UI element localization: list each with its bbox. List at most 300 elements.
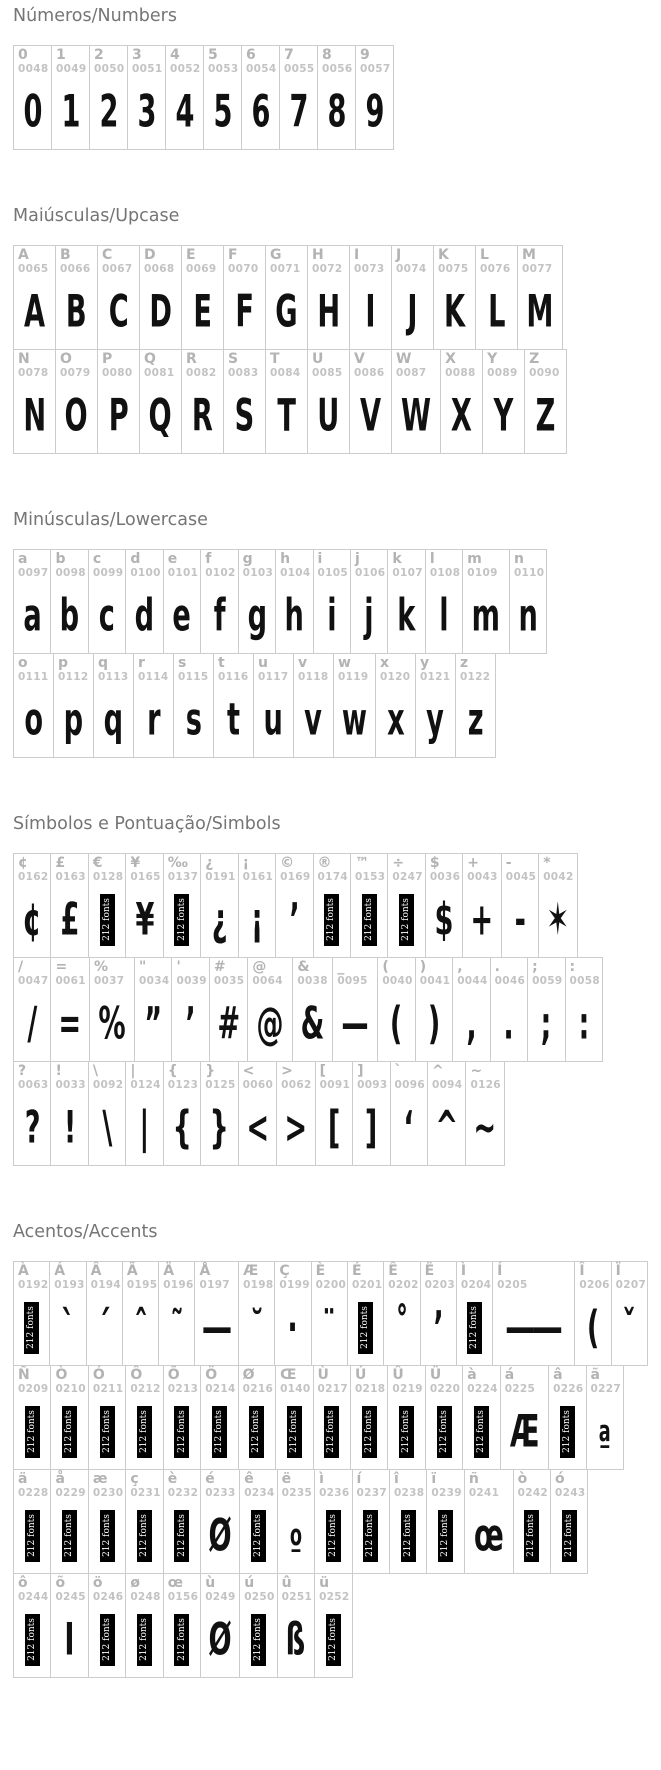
char-glyph-area <box>52 1292 83 1359</box>
char-row <box>13 1261 647 1366</box>
char-glyph: V <box>359 389 382 442</box>
watermark-text: 212 fonts <box>139 1410 150 1453</box>
char-cell <box>13 853 51 958</box>
char-code: 0246 <box>92 1591 124 1603</box>
char-code: 0106 <box>354 567 386 579</box>
char-cell <box>440 349 483 454</box>
char-code: 0128 <box>92 871 124 883</box>
char-row <box>13 1365 647 1470</box>
char-glyph-area <box>125 1292 156 1359</box>
section-title: Acentos/Accents <box>13 1222 158 1242</box>
char-code: 0110 <box>513 567 545 579</box>
missing-glyph-placeholder <box>362 1406 377 1458</box>
char-cell <box>139 245 182 350</box>
char-glyph: : <box>578 997 590 1050</box>
char-code: 0235 <box>281 1487 313 1499</box>
char-code: 0043 <box>467 871 498 883</box>
char-glyph: œ <box>473 1509 504 1562</box>
char-cell <box>383 1261 420 1366</box>
char-code: 0193 <box>54 1279 85 1291</box>
char-cell <box>163 853 201 958</box>
char-code: 0102 <box>205 567 236 579</box>
char-glyph: q <box>103 693 124 746</box>
char-code: 0197 <box>199 1279 230 1291</box>
char-glyph-area <box>553 1500 585 1567</box>
char-cell <box>89 45 128 150</box>
char-glyph-area <box>455 988 487 1055</box>
char-cell <box>293 653 334 758</box>
char-label: © <box>280 855 295 871</box>
missing-glyph-placeholder <box>362 894 377 946</box>
char-glyph-area <box>277 1292 308 1359</box>
char-label: " <box>139 959 147 975</box>
char-glyph: k <box>397 589 416 642</box>
char-label: Z <box>529 351 540 367</box>
char-glyph: 2 <box>99 85 118 138</box>
char-glyph-area <box>394 276 431 343</box>
watermark-text: 212 fonts <box>251 1410 262 1453</box>
missing-glyph-placeholder <box>474 1406 489 1458</box>
char-code: 0125 <box>205 1079 236 1091</box>
char-label: d <box>130 551 141 567</box>
char-label: Œ <box>280 1367 297 1383</box>
char-glyph-area <box>350 1292 381 1359</box>
char-glyph-area <box>184 380 221 447</box>
char-cell <box>238 1261 275 1366</box>
watermark-text: 212 fonts <box>526 1514 537 1557</box>
watermark-text: 212 fonts <box>64 1514 75 1557</box>
char-cell <box>509 549 547 654</box>
char-label: È <box>315 1263 326 1279</box>
char-label: q <box>98 655 109 671</box>
char-label: é <box>205 1471 215 1487</box>
char-glyph-area <box>429 1500 461 1567</box>
char-label: Ú <box>354 1367 367 1383</box>
char-glyph: F <box>235 285 254 338</box>
char-code: 0220 <box>429 1383 461 1395</box>
char-label: 8 <box>322 47 332 63</box>
char-glyph: 4 <box>175 85 194 138</box>
char-glyph-area <box>92 988 132 1055</box>
char-code: 0071 <box>270 263 301 275</box>
char-code: 0217 <box>317 1383 348 1395</box>
char-label: U <box>312 351 324 367</box>
char-cell <box>163 1573 201 1678</box>
char-label: 1 <box>56 47 66 63</box>
char-label: ú <box>244 1575 255 1591</box>
char-label: Å <box>199 1263 211 1279</box>
char-code: 0089 <box>487 367 518 379</box>
char-glyph: f <box>213 589 226 642</box>
char-glyph: P <box>108 389 129 442</box>
char-glyph: g <box>247 589 267 642</box>
section-lowercase <box>13 510 647 758</box>
char-glyph-area <box>316 580 348 647</box>
char-glyph: # <box>217 997 241 1050</box>
char-row <box>13 1061 647 1166</box>
missing-glyph-placeholder <box>137 1614 152 1666</box>
char-glyph-area <box>16 684 51 751</box>
char-code: 0099 <box>92 567 124 579</box>
watermark-text: 212 fonts <box>139 1618 150 1661</box>
char-glyph-area <box>130 76 163 143</box>
watermark-text: 212 fonts <box>26 1514 37 1557</box>
char-cell <box>125 1573 163 1678</box>
char-glyph-area <box>465 884 499 951</box>
missing-glyph-placeholder <box>174 1406 189 1458</box>
char-label: R <box>186 351 197 367</box>
char-glyph-area <box>316 1396 348 1463</box>
char-glyph-area <box>241 1092 275 1159</box>
char-code: 0228 <box>18 1487 49 1499</box>
char-glyph: C <box>108 285 129 338</box>
char-code: 0163 <box>55 871 86 883</box>
char-glyph-area <box>282 76 315 143</box>
char-label: Ê <box>388 1263 398 1279</box>
char-cell <box>51 45 90 150</box>
char-label: f <box>205 551 212 567</box>
char-label: ê <box>244 1471 254 1487</box>
char-code: 0092 <box>92 1079 124 1091</box>
char-label: [ <box>319 1063 327 1079</box>
char-label: ë <box>281 1471 292 1487</box>
char-label: G <box>270 247 282 263</box>
char-cell <box>125 549 163 654</box>
char-label: B <box>60 247 71 263</box>
char-code: 0048 <box>18 63 49 75</box>
char-code: 0070 <box>228 263 259 275</box>
char-glyph-area <box>91 884 123 951</box>
char-glyph-area <box>16 380 53 447</box>
char-glyph-area <box>166 1092 198 1159</box>
char-glyph-area <box>226 276 263 343</box>
char-glyph: t <box>226 693 241 746</box>
char-cell <box>279 45 318 150</box>
char-code: 0250 <box>244 1591 275 1603</box>
char-code: 0153 <box>354 871 386 883</box>
char-glyph: ✶ <box>546 893 570 946</box>
char-label: Û <box>392 1367 404 1383</box>
watermark-text: 212 fonts <box>213 1410 224 1453</box>
char-cell <box>550 1469 588 1574</box>
char-label: = <box>55 959 68 975</box>
char-cell <box>420 1261 457 1366</box>
missing-glyph-placeholder <box>25 1406 40 1458</box>
char-glyph-area <box>495 1292 572 1359</box>
char-glyph-area <box>241 1292 272 1359</box>
char-glyph: R <box>192 389 213 442</box>
missing-glyph-placeholder <box>251 1510 266 1562</box>
char-glyph-area <box>91 1092 123 1159</box>
char-cell <box>333 653 376 758</box>
char-glyph-area <box>314 1292 345 1359</box>
char-glyph: 8 <box>327 85 346 138</box>
char-glyph: i <box>327 589 337 642</box>
missing-glyph-placeholder <box>25 1614 40 1666</box>
char-label: A <box>18 247 29 263</box>
char-cell <box>462 1365 500 1470</box>
missing-glyph-placeholder <box>137 1510 152 1562</box>
char-glyph-area <box>166 884 198 951</box>
char-label: 5 <box>208 47 218 63</box>
char-code: 0119 <box>338 671 369 683</box>
char-label: . <box>494 959 500 975</box>
char-glyph-area <box>541 884 575 951</box>
char-glyph-area <box>436 276 473 343</box>
char-glyph-area <box>394 380 438 447</box>
char-cell <box>315 1061 353 1166</box>
char-glyph: [ <box>327 1101 341 1154</box>
watermark-text: 212 fonts <box>360 1306 371 1349</box>
char-glyph: | <box>139 1101 150 1154</box>
char-label: ì <box>319 1471 324 1487</box>
char-label: ; <box>532 959 538 975</box>
char-label: ø <box>130 1575 140 1591</box>
missing-glyph-placeholder <box>100 894 115 946</box>
watermark-text: 212 fonts <box>139 1514 150 1557</box>
char-cell <box>317 45 356 150</box>
char-code: 0057 <box>360 63 391 75</box>
char-cell <box>311 1261 348 1366</box>
char-glyph: h <box>284 589 304 642</box>
char-cell <box>464 1469 514 1574</box>
char-code: 0072 <box>312 263 343 275</box>
char-cell <box>265 349 308 454</box>
char-cell <box>426 1469 464 1574</box>
char-label: V <box>354 351 365 367</box>
char-cell <box>55 349 98 454</box>
missing-glyph-placeholder <box>62 1510 77 1562</box>
char-glyph-area <box>551 1396 583 1463</box>
watermark-text: 212 fonts <box>440 1514 451 1557</box>
char-glyph-area <box>168 76 201 143</box>
char-code: 0120 <box>379 671 411 683</box>
watermark-text: 212 fonts <box>176 1410 187 1453</box>
char-code: 0247 <box>392 871 423 883</box>
char-label: % <box>93 959 108 975</box>
char-code: 0078 <box>18 367 49 379</box>
watermark-text: 212 fonts <box>288 1410 299 1453</box>
char-code: 0115 <box>178 671 209 683</box>
char-cell <box>200 1469 240 1574</box>
char-label: a <box>18 551 28 567</box>
char-label: n <box>513 551 524 567</box>
char-code: 0088 <box>445 367 476 379</box>
char-glyph: o̲ <box>289 1518 302 1553</box>
char-cell <box>88 549 126 654</box>
char-glyph-area <box>203 1604 237 1671</box>
char-glyph-area <box>128 1500 160 1567</box>
char-code: 0096 <box>394 1079 425 1091</box>
char-label: # <box>213 959 226 975</box>
char-glyph: & <box>301 997 325 1050</box>
char-label: ã <box>590 1367 600 1383</box>
char-glyph: u <box>263 693 284 746</box>
char-label: ! <box>55 1063 62 1079</box>
char-code: 0162 <box>18 871 49 883</box>
char-label: e <box>167 551 178 567</box>
watermark-text: 212 fonts <box>402 1514 413 1557</box>
char-glyph-area <box>478 276 515 343</box>
char-code: 0251 <box>281 1591 313 1603</box>
char-glyph-area <box>16 1500 48 1567</box>
char-glyph-area <box>295 988 330 1055</box>
char-cell <box>139 349 182 454</box>
char-cell <box>265 245 308 350</box>
char-cell <box>274 1261 311 1366</box>
char-code: 0114 <box>138 671 169 683</box>
char-code: 0202 <box>388 1279 419 1291</box>
char-glyph-area <box>378 684 413 751</box>
char-cell <box>389 1469 427 1574</box>
char-label: x <box>379 655 389 671</box>
char-label: , <box>457 959 463 975</box>
char-cell <box>253 653 294 758</box>
char-glyph-area <box>386 1292 417 1359</box>
char-code: 0121 <box>419 671 451 683</box>
char-glyph-area <box>137 988 169 1055</box>
char-cell <box>349 245 392 350</box>
char-code: 0236 <box>319 1487 350 1499</box>
char-cell <box>238 549 276 654</box>
char-cell <box>163 1469 201 1574</box>
char-label: t <box>218 655 225 671</box>
char-code: 0207 <box>615 1279 647 1291</box>
char-glyph: J <box>407 285 418 338</box>
char-glyph-area <box>428 884 460 951</box>
char-cell <box>307 245 350 350</box>
char-label: W <box>396 351 412 367</box>
char-cell <box>425 1365 463 1470</box>
char-code: 0118 <box>298 671 329 683</box>
char-glyph-area <box>280 1604 312 1671</box>
char-cell <box>209 957 249 1062</box>
char-label: è <box>167 1471 178 1487</box>
char-cell <box>349 349 392 454</box>
char-glyph-area <box>278 580 310 647</box>
char-code: 0049 <box>56 63 87 75</box>
char-glyph-area <box>355 1092 387 1159</box>
char-code: 0229 <box>55 1487 86 1499</box>
char-row <box>13 549 647 654</box>
char-glyph: T <box>277 389 296 442</box>
char-glyph: ―― <box>506 1301 561 1354</box>
char-label: Ü <box>429 1367 442 1383</box>
char-code: 0245 <box>55 1591 86 1603</box>
char-label: õ <box>55 1575 66 1591</box>
char-code: 0243 <box>555 1487 586 1499</box>
char-glyph: H <box>317 285 340 338</box>
char-cell <box>433 245 476 350</box>
char-cell <box>53 653 94 758</box>
char-glyph-area <box>310 380 347 447</box>
missing-glyph-placeholder <box>174 1510 189 1562</box>
char-label: z <box>459 655 469 671</box>
char-label: r <box>138 655 145 671</box>
char-glyph-area <box>358 76 391 143</box>
char-glyph: s <box>185 693 202 746</box>
char-label: h <box>280 551 291 567</box>
char-label: £ <box>55 855 66 871</box>
char-label: Ö <box>205 1367 218 1383</box>
char-cell <box>50 853 88 958</box>
char-glyph-area <box>468 1092 502 1159</box>
char-cell <box>88 1573 126 1678</box>
char-cell <box>93 653 134 758</box>
char-glyph-area <box>166 1396 198 1463</box>
char-label: w <box>338 655 351 671</box>
char-glyph-area <box>503 1396 546 1463</box>
char-label: ? <box>18 1063 27 1079</box>
char-code: 0065 <box>18 263 49 275</box>
char-code: 0041 <box>419 975 451 987</box>
char-glyph-area <box>53 580 85 647</box>
char-glyph-area <box>16 1092 48 1159</box>
char-glyph-area <box>16 1396 48 1463</box>
char-glyph-area <box>390 1396 422 1463</box>
char-glyph: S <box>234 389 255 442</box>
missing-glyph-placeholder <box>326 1510 341 1562</box>
char-code: 0038 <box>297 975 328 987</box>
char-glyph-area <box>142 276 179 343</box>
char-glyph: A <box>23 285 46 338</box>
char-glyph-area <box>458 684 493 751</box>
char-cell <box>391 349 441 454</box>
char-code: 0156 <box>167 1591 199 1603</box>
watermark-text: 212 fonts <box>363 898 374 941</box>
char-code: 0219 <box>392 1383 423 1395</box>
char-glyph-area <box>527 380 564 447</box>
char-code: 0046 <box>494 975 526 987</box>
char-glyph-area <box>428 1396 460 1463</box>
watermark-text: 212 fonts <box>401 1410 412 1453</box>
char-glyph: a <box>23 589 42 642</box>
char-glyph: ˇ <box>622 1301 637 1354</box>
char-glyph-area <box>589 1396 621 1463</box>
char-glyph-area <box>58 380 95 447</box>
char-code: 0063 <box>18 1079 49 1091</box>
char-cell <box>171 957 209 1062</box>
char-label: } <box>205 1063 216 1079</box>
char-cell <box>513 1469 551 1574</box>
char-label: ô <box>18 1575 28 1591</box>
char-cell <box>55 245 98 350</box>
char-glyph-area <box>493 988 525 1055</box>
char-glyph: ― <box>203 1301 231 1354</box>
char-label: ` <box>394 1063 402 1079</box>
missing-glyph-placeholder <box>467 1302 482 1354</box>
char-cell <box>415 957 453 1062</box>
char-cell <box>86 1261 123 1366</box>
char-glyph-area <box>53 884 85 951</box>
watermark-text: 212 fonts <box>101 1618 112 1661</box>
char-label: P <box>102 351 113 367</box>
char-row <box>13 1469 647 1574</box>
char-glyph-area <box>352 380 389 447</box>
char-cell <box>13 957 51 1062</box>
char-cell <box>97 349 140 454</box>
missing-glyph-placeholder <box>24 1302 39 1354</box>
char-glyph-area <box>428 580 460 647</box>
char-label: K <box>438 247 449 263</box>
char-cell <box>13 1061 51 1166</box>
missing-glyph-placeholder <box>401 1510 416 1562</box>
char-glyph: £ <box>60 893 80 946</box>
watermark-text: 212 fonts <box>561 1410 572 1453</box>
char-cell <box>377 957 415 1062</box>
char-glyph-area <box>92 76 125 143</box>
char-label: v <box>298 655 308 671</box>
